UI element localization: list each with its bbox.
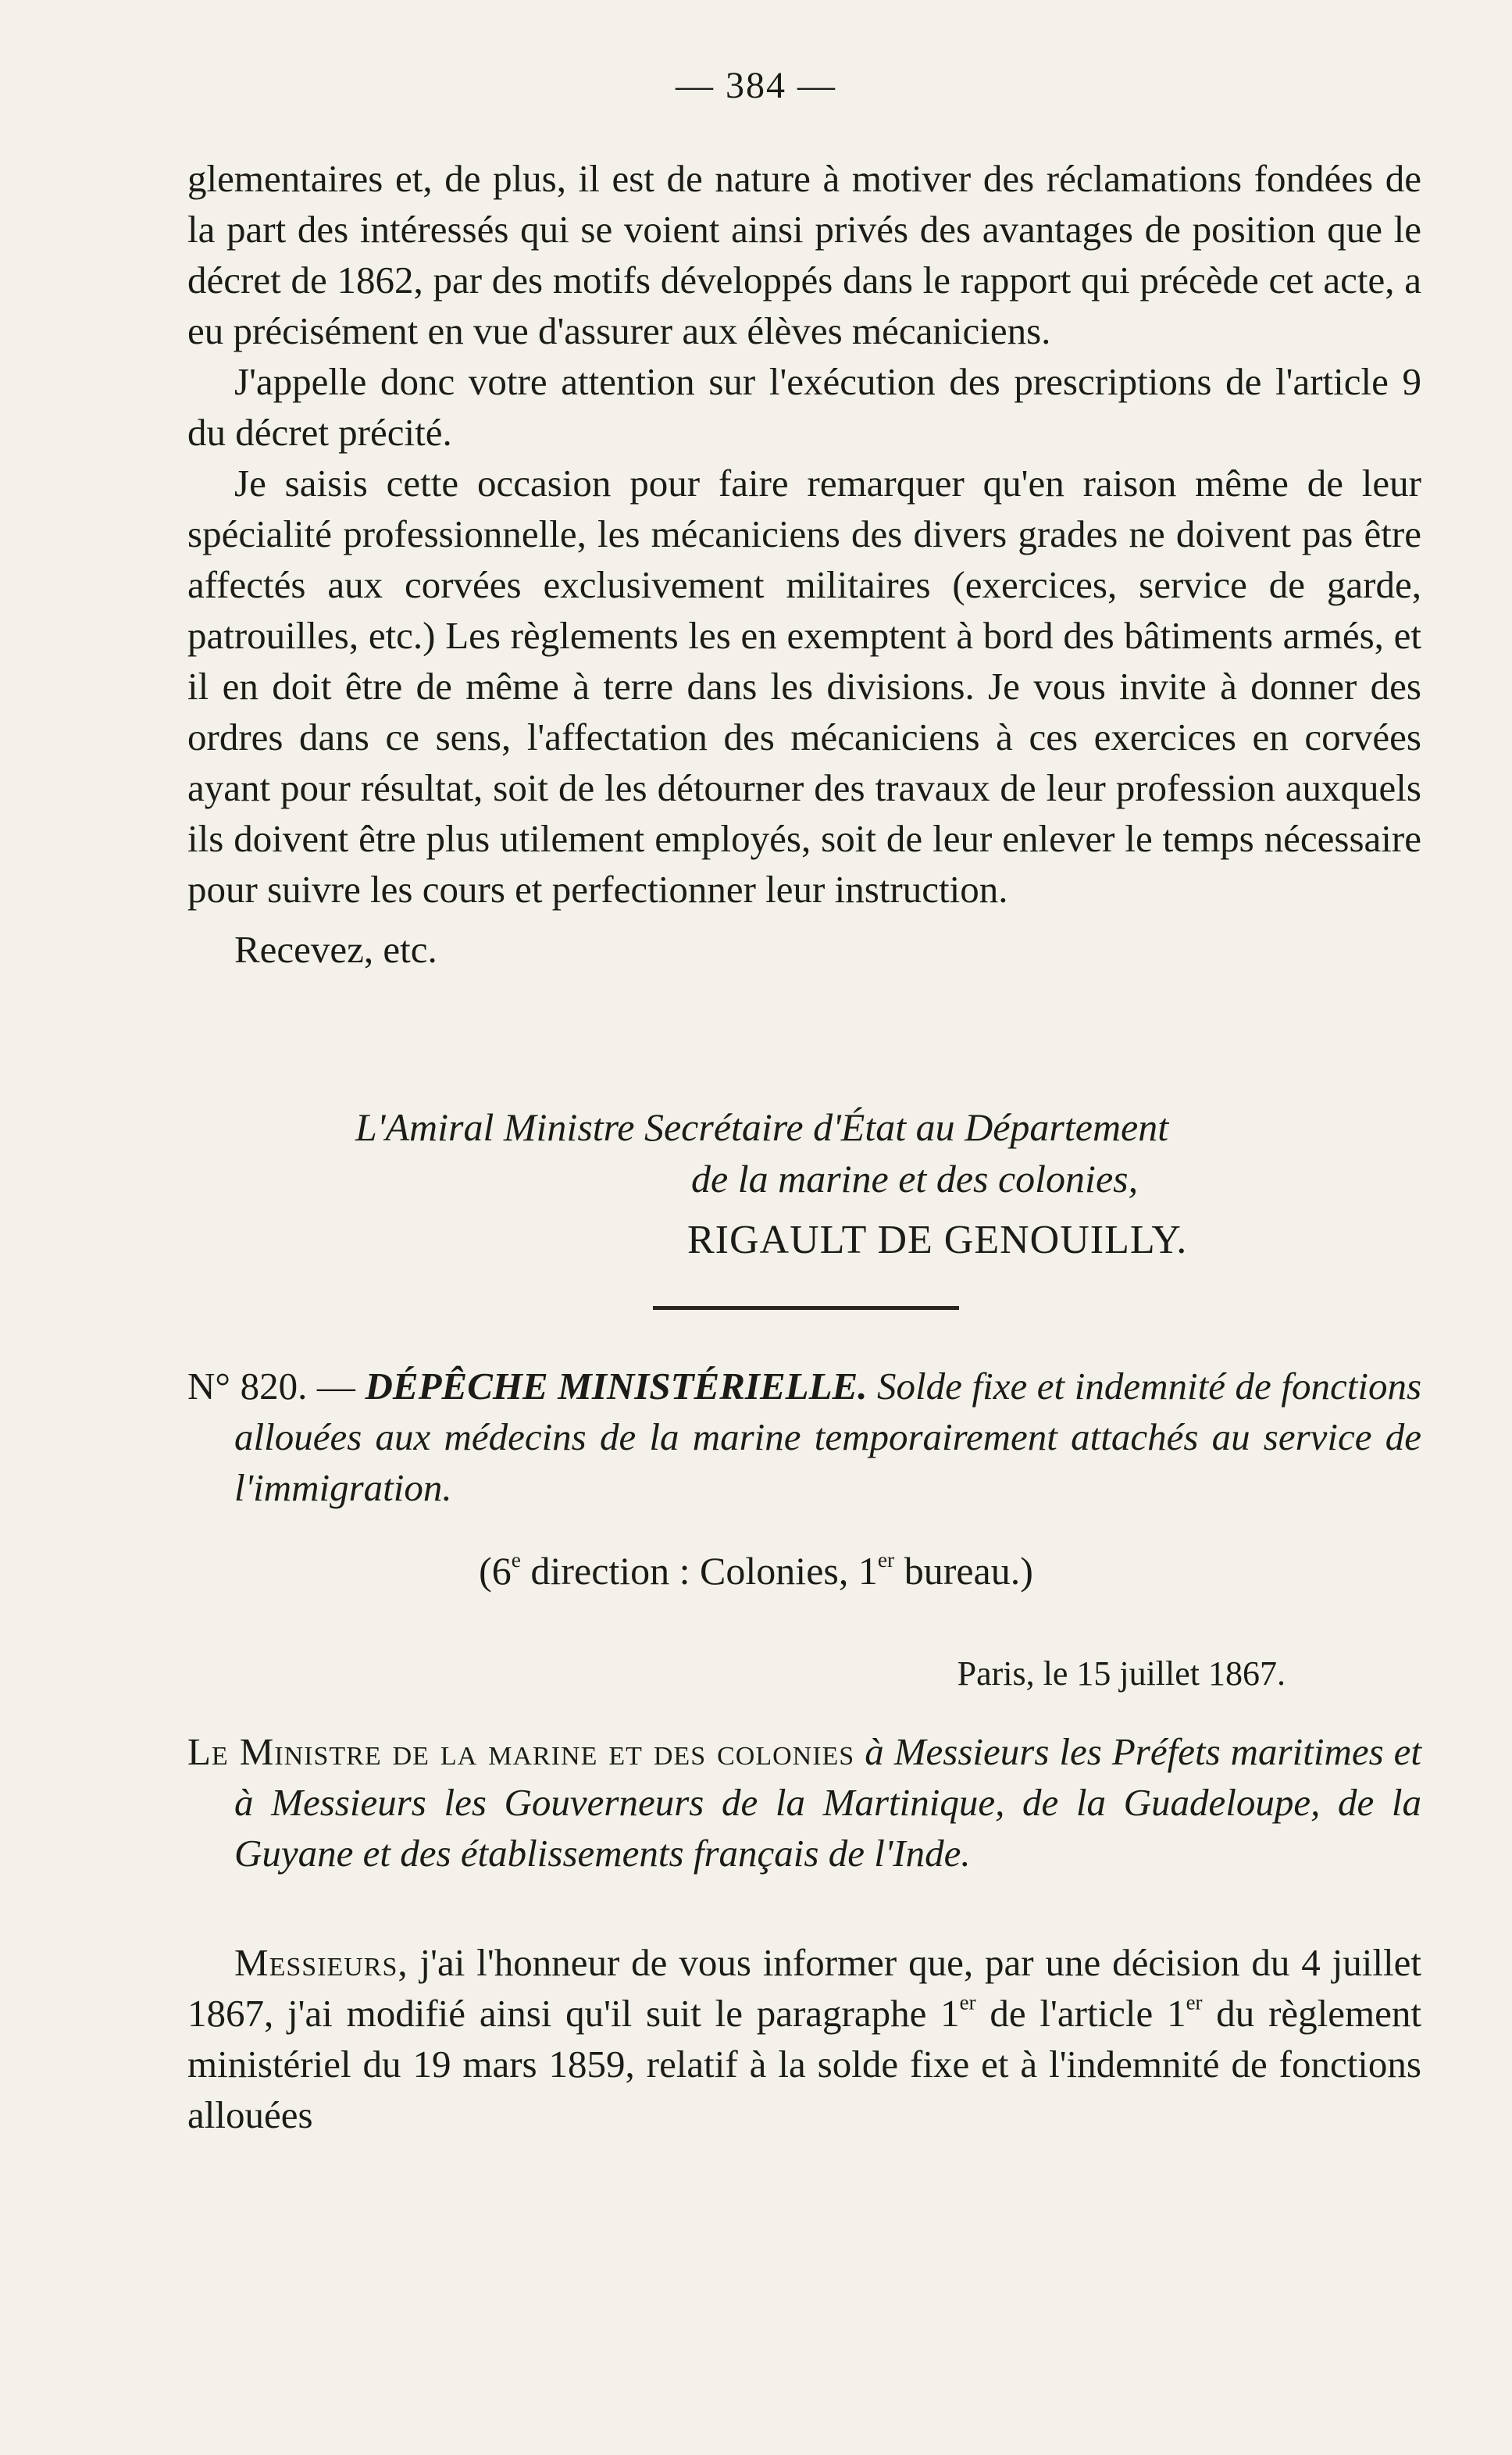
letter-text-b: de l'article 1 xyxy=(975,1992,1186,2035)
section-divider xyxy=(653,1306,959,1310)
depeche-title: DÉPÊCHE MINISTÉRIELLE. xyxy=(365,1365,868,1408)
depeche-subject: Solde fixe et indemnité de fonctions allouées aux médecins de la marine temporairement attachés au service de l'immigration. xyxy=(234,1365,1422,1509)
address-sender: Le Ministre de la marine et des colonies xyxy=(187,1730,855,1773)
page-number-header: — 384 — xyxy=(676,65,836,106)
letter-sup-b: er xyxy=(1186,1990,1203,2014)
paragraph-continuation: glementaires et, de plus, il est de nature à motiver des réclamations fondées de la part des intéressés qui se voient ainsi privés des avantages de position que le décret de 1862, par des motifs développés dans le rapport qui précède cet acte, a eu précisément en vue d'assurer aux élèves mécaniciens. xyxy=(187,157,1421,352)
paragraph-occasion: Je saisis cette occasion pour faire remarquer qu'en raison même de leur spécialité professionnelle, les mécaniciens des divers grades ne doivent pas être affectés aux corvées exclusivement militaires (exercices, service de garde, patrouilles, etc.) Les règlements les en exemptent à bord des bâtiments armés, et il en doit être de même à terre dans les divisions. Je vous invite à donner des ordres dans ce sens, l'affectation des mécaniciens à ces exercices en corvées ayant pour résultat, soit de les détourner des travaux de leur profession auxquels ils doivent être plus utilement employés, soit de leur enlever le temps nécessaire pour suivre les cours et perfectionner leur instruction. xyxy=(187,462,1421,911)
letter-text-a: j'ai l'honneur de vous informer que, par une décision du 4 juillet 1867, j'ai modifié ainsi qu'il suit le paragraphe 1 xyxy=(187,1941,1421,2035)
body-text-block xyxy=(187,153,1421,975)
closing-formula: Recevez, etc. xyxy=(234,928,437,971)
direction-open: (6 xyxy=(479,1549,512,1593)
address-paragraph xyxy=(187,1726,1421,1879)
letter-block xyxy=(187,1937,1421,2140)
signature-title-line1: L'Amiral Ministre Secrétaire d'État au Département xyxy=(355,1105,1169,1149)
depeche-dash: — xyxy=(316,1365,355,1408)
signature-title-line2: de la marine et des colonies, xyxy=(691,1157,1139,1201)
direction-text: direction : Colonies, 1 xyxy=(520,1549,878,1593)
letter-salutation: Messieurs, xyxy=(234,1941,408,1984)
address-block xyxy=(187,1726,1421,1879)
letter-text-c: du règlement ministériel du 19 mars 1859, relatif à la solde fixe et à l'indemnité de fonctions allouées xyxy=(187,1992,1421,2136)
depeche-title-paragraph xyxy=(187,1361,1421,1513)
signature-name: RIGAULT DE GENOUILLY. xyxy=(687,1218,1188,1262)
direction-line xyxy=(0,1545,1512,1597)
direction-sup2: er xyxy=(877,1547,895,1572)
letter-paragraph xyxy=(187,1937,1421,2140)
letter-sup-a: er xyxy=(959,1990,976,2014)
paragraph-attention: J'appelle donc votre attention sur l'exécution des prescriptions de l'article 9 du décret précité. xyxy=(187,360,1421,454)
depeche-heading xyxy=(187,1361,1421,1513)
depeche-number: N° 820. xyxy=(187,1365,308,1408)
direction-close: bureau.) xyxy=(894,1549,1033,1593)
address-recipients: à Messieurs les Préfets maritimes et à Messieurs les Gouverneurs de la Martinique, de la Guadeloupe, de la Guyane et des établissements français de l'Inde. xyxy=(234,1730,1422,1875)
date-line: Paris, le 15 juillet 1867. xyxy=(957,1654,1286,1693)
direction-sup: e xyxy=(511,1547,521,1572)
